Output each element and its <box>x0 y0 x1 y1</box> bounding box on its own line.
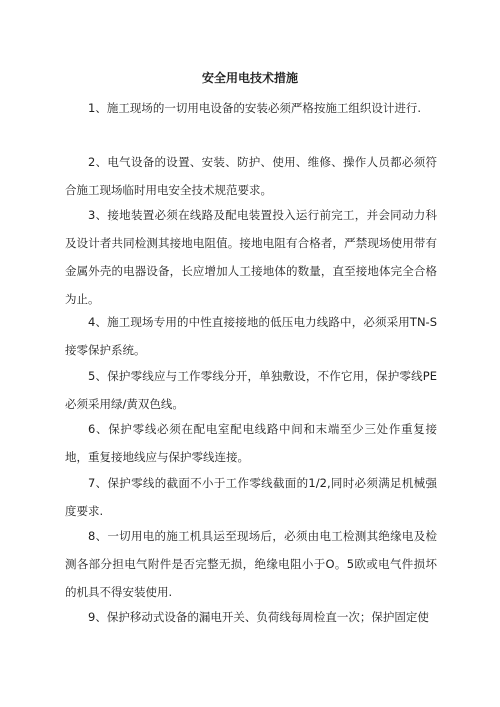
paragraph-7: 7、保护零线的截面不小于工作零线截面的1/2,同时必须满足机械强度要求. <box>65 476 437 518</box>
document-title: 安全用电技术措施 <box>201 71 298 85</box>
paragraph-3: 3、接地装置必须在线路及配电装置投入运行前完工，并会同动力科及设计者共同检测其接地电阻值。接地电阻有合格者，严禁现场使用带有金属外壳的电器设备，长应增加人工接地体的数量，直至接地体完全合格为止。 <box>65 208 437 306</box>
paragraph-5: 5、保护零线应与工作零线分开，单独敷设，不作它用，保护零线PE必须采用绿/黄双色线。 <box>65 369 437 411</box>
paragraph-1: 1、施工现场的一切用电设备的安装必须严格按施工组织设计进行. <box>88 101 421 115</box>
paragraph-2: 2、电气设备的设置、安装、防护、使用、维修、操作人员都必须符合施工现场临时用电安全技术规范要求。 <box>65 155 437 197</box>
paragraph-8: 8、一切用电的施工机具运至现场后，必须由电工检测其绝缘电及检测各部分担电气附件是否完整无损，绝缘电阻小于O。5欧或电气件损坏的机具不得安装使用. <box>65 529 437 599</box>
paragraph-4: 4、施工现场专用的中性直接接地的低压电力线路中，必须采用TN-S接零保护系统。 <box>65 315 437 357</box>
paragraph-9: 9、保护移动式设备的漏电开关、负荷线每周检直一次；保护固定使 <box>88 610 429 624</box>
paragraph-6: 6、保护零线必须在配电室配电线路中间和末端至少三处作重复接地，重复接地线应与保护零线连接。 <box>65 422 437 464</box>
